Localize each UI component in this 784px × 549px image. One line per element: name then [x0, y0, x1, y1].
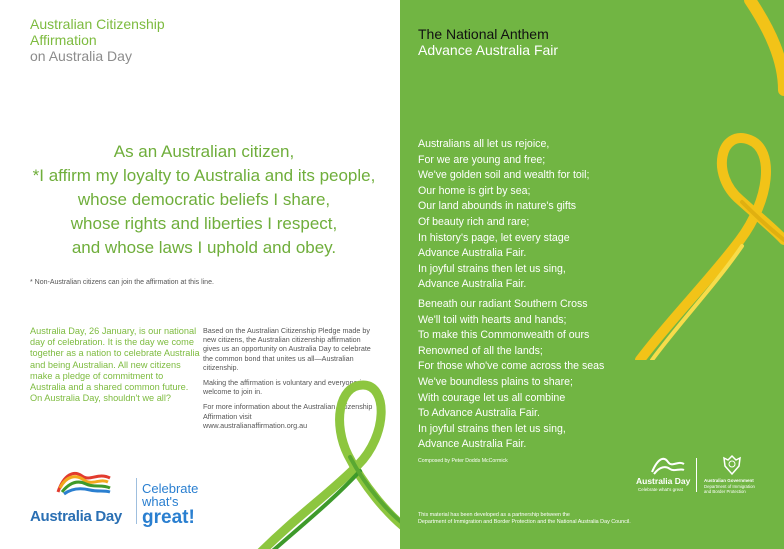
verse-line: For those who've come across the seas — [418, 360, 605, 373]
verse-line: In history's page, let every stage — [418, 231, 570, 244]
partnership-line-2: Department of Immigration and Border Protection and the National Australia Day Council. — [418, 519, 631, 526]
verse-line: Our land abounds in nature's gifts — [418, 200, 577, 213]
celebrate-line-3: great! — [142, 507, 195, 528]
verse-line: Beneath our radiant Southern Cross — [418, 298, 588, 310]
partnership-line-1: This material has been developed as a partnership between the — [418, 512, 570, 518]
logo-divider — [696, 458, 697, 492]
affirmation-page — [8, 0, 400, 549]
celebrate-line-1: Celebrate — [142, 481, 199, 496]
australia-day-tagline: Celebrate what's great — [638, 487, 683, 492]
affirmation-line: whose rights and liberties I respect, — [70, 214, 338, 233]
verse-line: For we are young and free; — [418, 153, 546, 166]
composer-credit: Composed by Peter Dodds McCormick — [418, 458, 508, 464]
anthem-page — [400, 0, 784, 549]
heading-line-2: Affirmation — [30, 32, 97, 48]
green-ribbon-graphic — [238, 345, 400, 549]
verse-line: Advance Australia Fair. — [418, 438, 527, 451]
verse-line: Advance Australia Fair. — [418, 247, 527, 260]
pledge-paragraph: Based on the Australian Citizenship Pledge made by new citizens, the Australian citizenship affirmation gives us an opportunity on Australia Day to celebrate the common bond that unites us all—Australian citizenship. — [203, 326, 371, 372]
footnote: * Non-Australian citizens can join the affirmation at this line. — [30, 279, 214, 286]
logo-divider — [136, 478, 137, 524]
verse-line: To Advance Australia Fair. — [418, 407, 540, 420]
verse-line: Advance Australia Fair. — [418, 278, 527, 291]
heading-line-1: Australian Citizenship — [30, 16, 165, 32]
partnership-note — [418, 512, 631, 526]
affirmation-subheading: on Australia Day — [30, 48, 132, 64]
verse-line: In joyful strains then let us sing, — [418, 262, 566, 275]
verse-line: We've golden soil and wealth for toil; — [418, 169, 590, 182]
australia-day-logo-small — [636, 452, 702, 498]
affirmation-line: *I affirm my loyalty to Australia and its people, — [32, 166, 376, 185]
voluntary-paragraph: Making the affirmation is voluntary and everyone is welcome to join in. — [203, 378, 365, 397]
partner-logos — [636, 452, 776, 498]
verse-line: Our home is girt by sea; — [418, 184, 531, 197]
australia-day-wordmark: Australia Day — [30, 508, 122, 525]
verse-line: To make this Commonwealth of ours — [418, 329, 590, 342]
anthem-subtitle: Advance Australia Fair — [418, 42, 559, 58]
anthem-verse-1 — [418, 137, 589, 293]
affirmation-line: As an Australian citizen, — [113, 142, 295, 161]
australia-day-wordmark-small: Australia Day — [636, 476, 691, 486]
government-name: Australian Government — [704, 478, 754, 483]
department-line-1: Department of Immigration — [704, 484, 755, 489]
verse-line: We'll toil with hearts and hands; — [418, 313, 567, 326]
australia-day-flag-icon — [54, 466, 114, 496]
australia-day-flag-icon — [650, 454, 686, 476]
anthem-title: The National Anthem — [418, 26, 549, 42]
affirmation-line: whose democratic beliefs I share, — [77, 190, 331, 209]
anthem-verse-2 — [418, 297, 604, 453]
yellow-ribbon-graphic — [600, 0, 784, 360]
affirmation-line: and whose laws I uphold and obey. — [71, 238, 337, 257]
verse-line: We've boundless plains to share; — [418, 375, 573, 388]
australia-day-intro: Australia Day, 26 January, is our national day of celebration. It is the day we come together as a nation to celebrate Australia and being Australian. All new citizens make a pledge of commitment to Australia and a shared common future. On Australia Day, shouldn't we all? — [30, 326, 200, 404]
affirmation-text — [8, 140, 400, 260]
verse-line: Renowned of all the lands; — [418, 344, 543, 357]
verse-line: Of beauty rich and rare; — [418, 215, 530, 228]
celebrate-line-2: what's — [142, 494, 179, 509]
affirmation-url-link[interactable]: www.australianaffirmation.org.au — [203, 420, 308, 430]
affirmation-heading — [30, 16, 165, 48]
celebrate-slogan — [142, 482, 198, 527]
australia-day-logo — [30, 466, 210, 526]
department-name — [704, 484, 755, 494]
more-info-text: For more information about the Australian Citizenship Affirmation visit — [203, 402, 373, 421]
coat-of-arms-icon — [720, 454, 744, 476]
verse-line: With courage let us all combine — [418, 391, 566, 404]
verse-line: Australians all let us rejoice, — [418, 138, 550, 150]
government-logo — [702, 452, 772, 498]
verse-line: In joyful strains then let us sing, — [418, 422, 566, 435]
department-line-2: and Border Protection — [704, 489, 746, 494]
